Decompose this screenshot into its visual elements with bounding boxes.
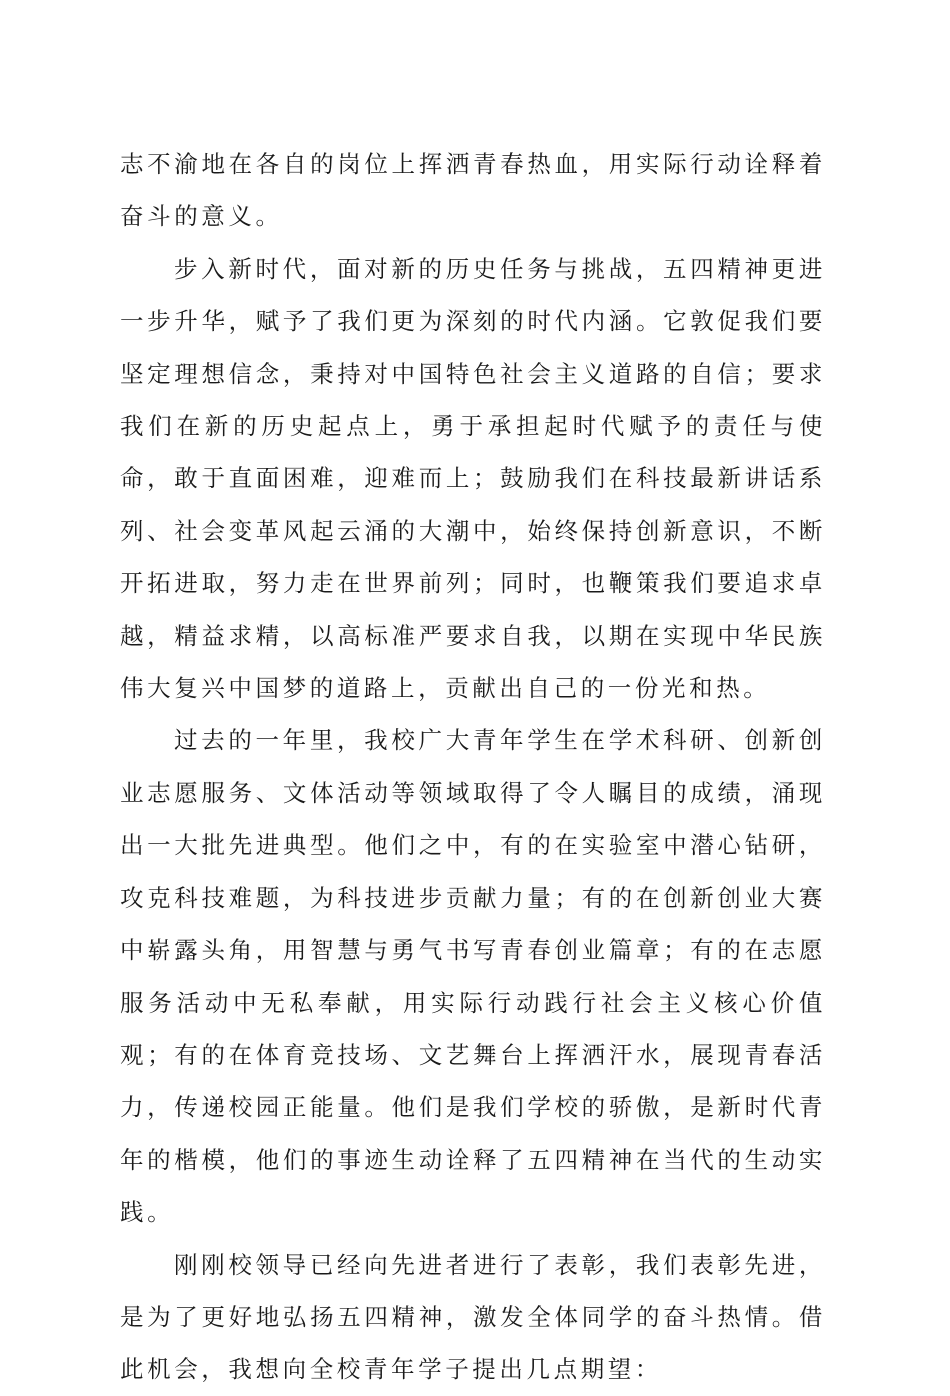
paragraph-expectations: 刚刚校领导已经向先进者进行了表彰，我们表彰先进，是为了更好地弘扬五四精神，激发全体同学的奋斗热情。借此机会，我想向全校青年学子提出几点期望： [120,1250,826,1384]
document-page [120,138,826,1396]
paragraph-continuation: 志不渝地在各自的岗位上挥洒青春热血，用实际行动诠释着奋斗的意义。 [120,150,826,231]
paragraph-achievements: 过去的一年里，我校广大青年学生在学术科研、创新创业志愿服务、文体活动等领域取得了令人瞩目的成绩，涌现出一大批先进典型。他们之中，有的在实验室中潜心钻研，攻克科技难题，为科技进步贡献力量；有的在创新创业大赛中崭露头角，用智慧与勇气书写青春创业篇章；有的在志愿服务活动中无私奉献，用实际行动践行社会主义核心价值观；有的在体育竞技场、文艺舞台上挥洒汗水，展现青春活力，传递校园正能量。他们是我们学校的骄傲，是新时代青年的楷模，他们的事迹生动诠释了五四精神在当代的生动实践。 [120,726,826,1227]
paragraph-new-era: 步入新时代，面对新的历史任务与挑战，五四精神更进一步升华，赋予了我们更为深刻的时代内涵。它敦促我们要坚定理想信念，秉持对中国特色社会主义道路的自信；要求我们在新的历史起点上，勇于承担起时代赋予的责任与使命，敢于直面困难，迎难而上；鼓励我们在科技最新讲话系列、社会变革风起云涌的大潮中，始终保持创新意识，不断开拓进取，努力走在世界前列；同时，也鞭策我们要追求卓越，精益求精，以高标准严要求自我，以期在实现中华民族伟大复兴中国梦的道路上，贡献出自己的一份光和热。 [120,254,826,703]
